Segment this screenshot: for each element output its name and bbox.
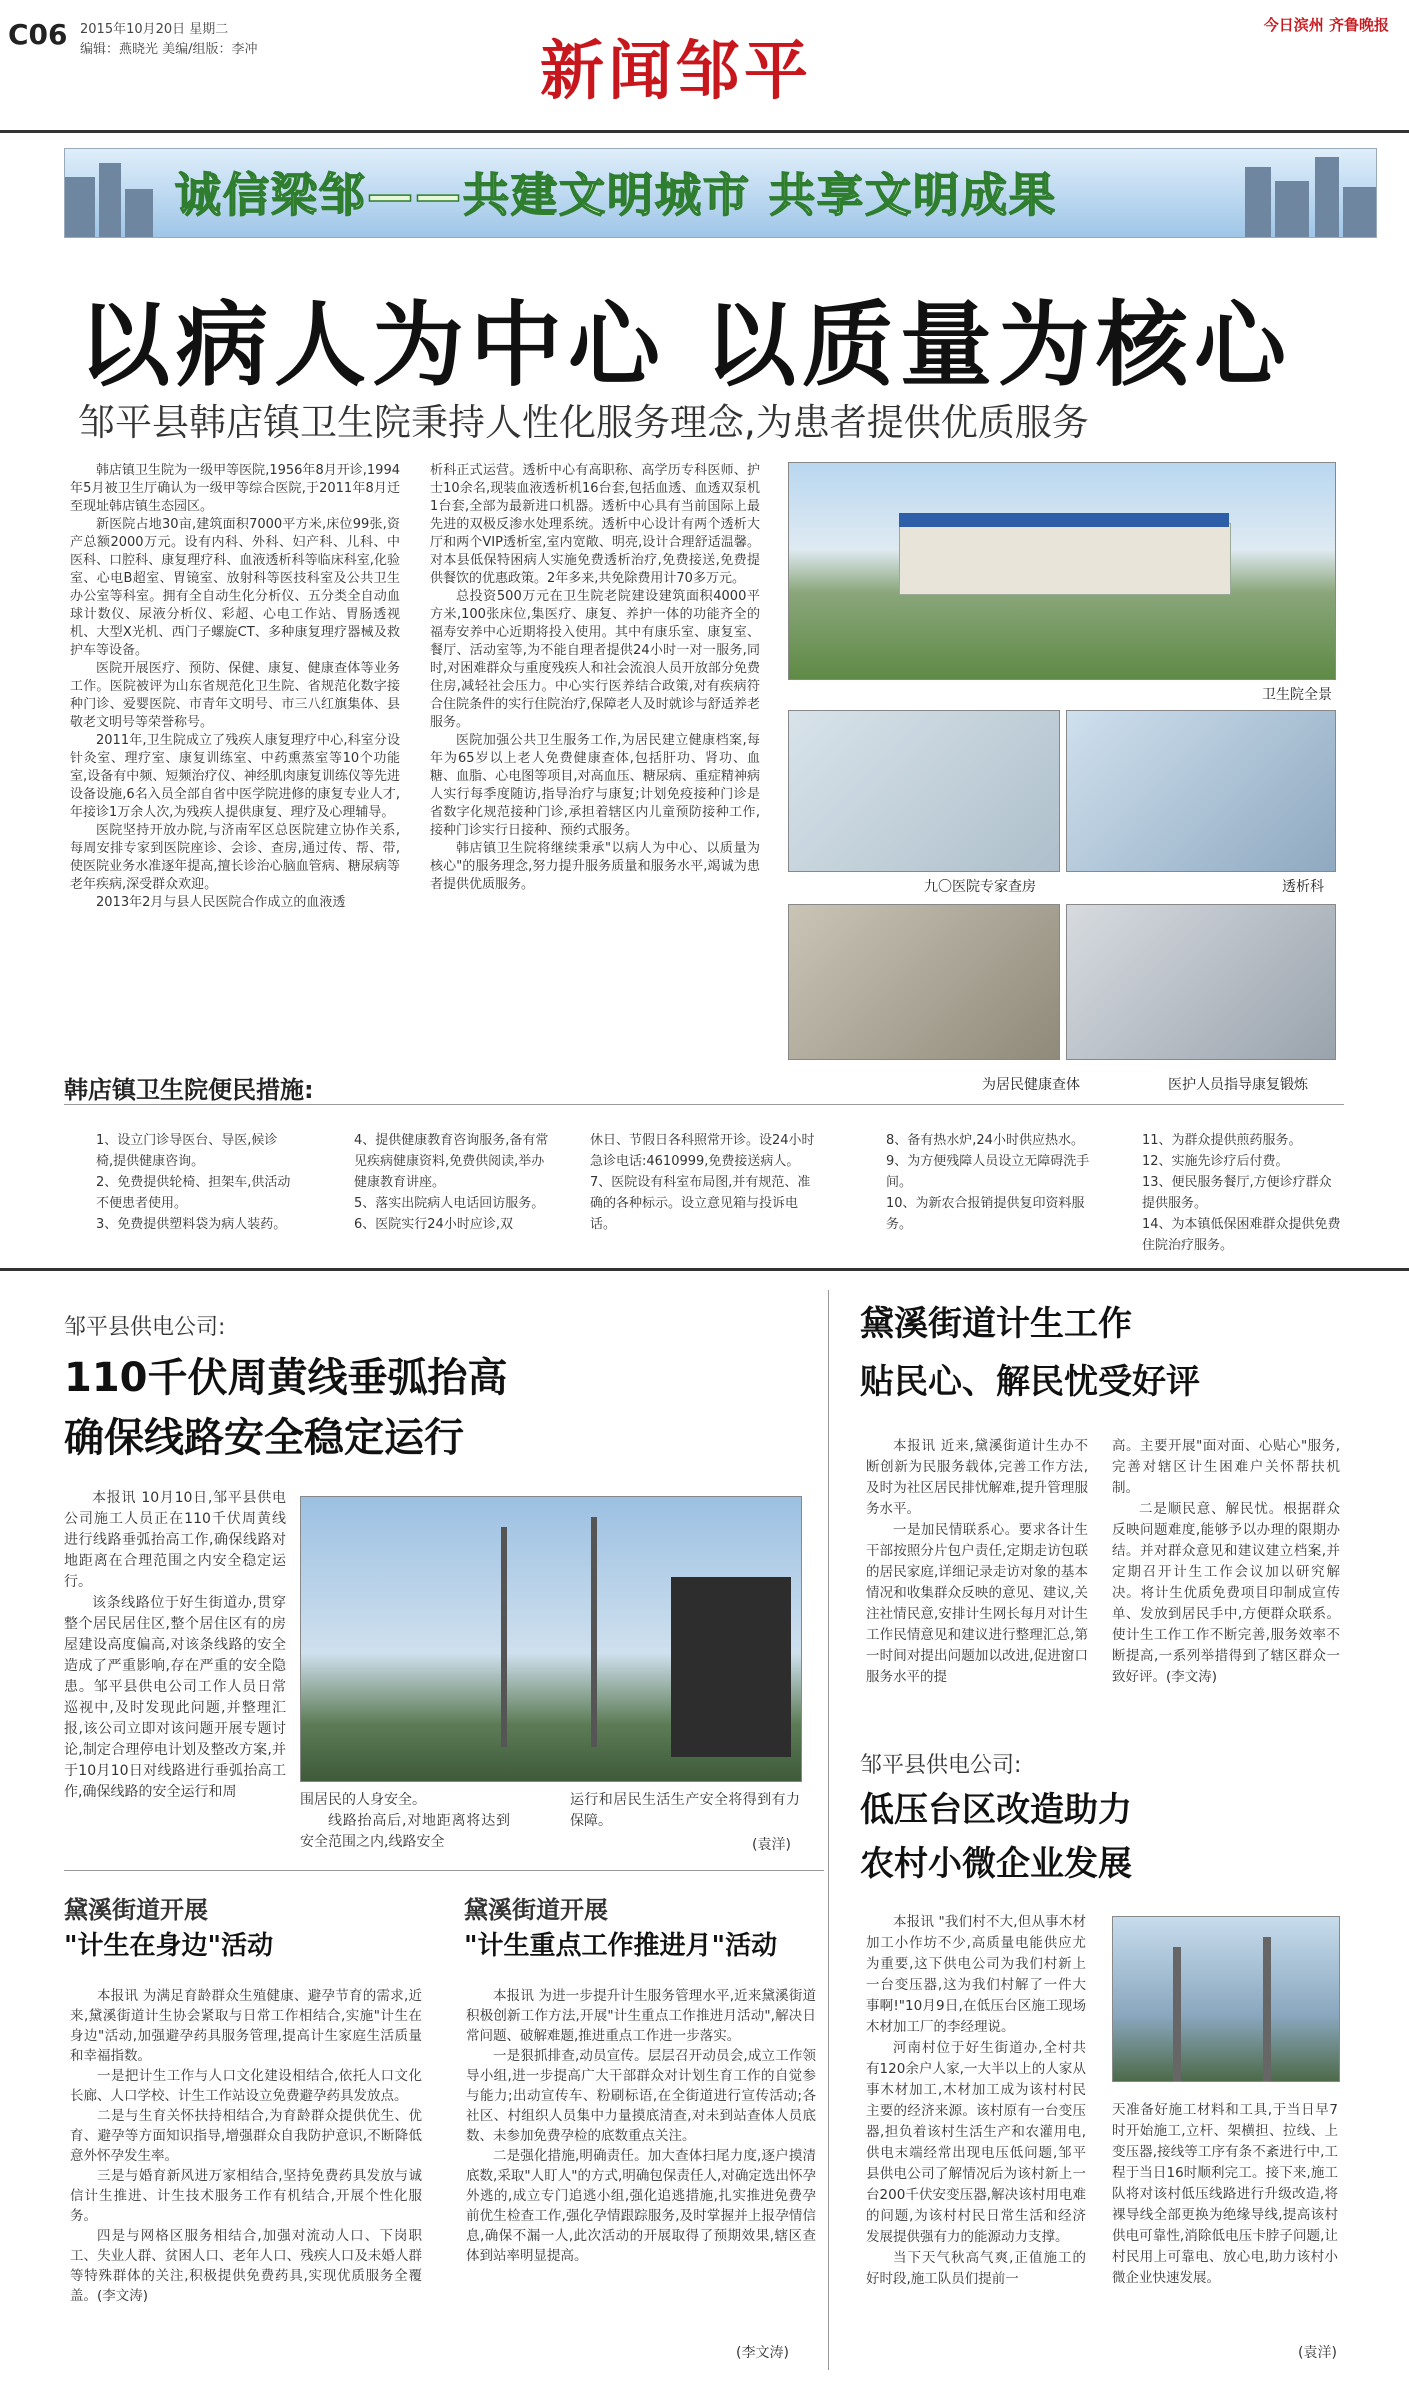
power-foot-right: 运行和居民生活生产安全将得到有力保障。: [570, 1792, 800, 1829]
measures-rule: [64, 1104, 1344, 1105]
measures-title: 韩店镇卫生院便民措施:: [64, 1076, 314, 1104]
power2-title-2: 农村小微企业发展: [860, 1844, 1132, 1884]
banner-slogan: 诚信梁邹——共建文明城市 共享文明成果: [175, 168, 1058, 222]
power-kicker: 邹平县供电公司:: [64, 1315, 226, 1340]
roof-shape: [899, 513, 1229, 527]
power2-right-text: 天准备好施工材料和工具,于当日早7时开始施工,立杆、架横担、拉线、上变压器,接线等工序有条不紊进行中,工程于当日16时顺利完工。接下来,施工队将对该村低压线路进行升级改造,将裸导线全部更换为绝缘导线,提高该村供电可靠性,消除低电压卡脖子问题,让村民用上可靠电、放心电,助力该村小微企业快速发展。: [1112, 2102, 1338, 2286]
rehab-photo: [1066, 904, 1336, 1060]
power-title-1: 110千伏周黄线垂弧抬高: [64, 1355, 508, 1401]
measures-column: 11、为群众提供煎药服务。 12、实施先诊疗后付费。 13、便民服务餐厅,方便诊疗群众提供服务。 14、为本镇低保困难群众提供免费住院治疗服务。: [1142, 1133, 1341, 1253]
lead-column-1: 韩店镇卫生院为一级甲等医院,1956年8月开诊,1994年5月被卫生厅确认为一级甲等综合医院,于2011年8月迁至现址韩店镇生态园区。 新医院占地30亩,建筑面积7000平方米,床位99张,资产总额2000万元。设有内科、外科、妇产科、儿科、中医科、口腔科、康复理疗科、血液透析科等临床科室,化验室、心电B超室、胃镜室、放射科等医技科室及公共卫生办公室等科室。拥有全自动生化分析仪、五分类全自动血球计数仪、尿液分析仪、彩超、心电工作站、胃肠透视机、大型X光机、西门子螺旋CT、多种康复理疗器械及救护车等设备。 医院开展医疗、预防、保健、康复、健康查体等业务工作。医院被评为山东省规范化卫生院、省规范化数字接种门诊、爱婴医院、市青年文明号、市三八红旗集体、县敬老文明号等荣誉称号。 2011年,卫生院成立了残疾人康复理疗中心,科室分设针灸室、理疗室、康复训练室、中药熏蒸室等10个功能室,设备有中频、短频治疗仪、神经肌肉康复训练仪等先进设备设施,6名入员全部自省中医学院进修的康复专业人才,年接诊1万余人次,为残疾人提供康复、理疗及心理辅导。 医院坚持开放办院,与济南军区总医院建立协作关系,每周安排专家到医院座诊、会诊、查房,通过传、帮、带,使医院业务水准逐年提高,擅长诊治心脑血管病、糖尿病等老年疾病,深受群众欢迎。 2013年2月与县人民医院合作成立的血液透: [70, 463, 400, 910]
jixi2-title: "计生在身边"活动: [64, 1931, 274, 1961]
dialysis-photo: [1066, 710, 1336, 872]
jixi2-kicker: 黛溪街道开展: [64, 1896, 208, 1924]
lead-headline: 以病人为中心 以质量为核心: [78, 292, 1293, 399]
measures-column: 休日、节假日各科照常开诊。设24小时急诊电话:4610999,免费接送病人。 7、医院设有科室布局图,并有规范、准确的各种标示。设立意见箱与投诉电话。: [590, 1133, 815, 1232]
photo-caption: 医护人员指导康复锻炼: [1168, 1077, 1308, 1093]
editor-line: 编辑：燕晓光 美编/组版：李冲: [80, 42, 258, 57]
photo-caption: 九〇医院专家查房: [924, 879, 1036, 895]
city-silhouette: [1343, 187, 1376, 237]
city-silhouette: [1315, 157, 1339, 237]
measures-column: 8、备有热水炉,24小时供应热水。 9、为方便残障人员设立无障碍洗手间。 10、为新农合报销提供复印资料服务。: [886, 1133, 1090, 1232]
power2-credit: (袁洋): [1298, 2345, 1337, 2361]
column-divider: [828, 1290, 829, 2370]
brand-logo: 今日滨州 齐鲁晚报: [1263, 16, 1389, 34]
pole-shape: [1173, 1947, 1181, 2081]
jixi1-title-2: 贴民心、解民忧受好评: [860, 1362, 1200, 1402]
power-credit: (袁洋): [752, 1837, 791, 1853]
power-body: 本报讯 10月10日,邹平县供电公司施工人员正在110千伏周黄线进行线路垂弧抬高工作,确保线路对地距离在合理范围之内安全稳定运行。 该条线路位于好生街道办,贯穿整个居民居住区,整个居住区有的房屋建设高度偏高,对该条线路的安全造成了严重影响,存在严重的安全隐患。邹平县供电公司工作人员日常巡视中,及时发现此问题,并整理汇报,该公司立即对该问题开展专题讨论,制定合理停电计划及整改方案,并于10月10日对线路进行垂弧抬高工作,确保线路的安全运行和周: [64, 1490, 286, 1800]
power-foot-left: 围居民的人身安全。 线路抬高后,对地距离将达到安全范围之内,线路安全: [300, 1792, 510, 1850]
power2-title-1: 低压台区改造助力: [860, 1790, 1132, 1830]
lead-subheadline: 邹平县韩店镇卫生院秉持人性化服务理念,为患者提供优质服务: [78, 401, 1089, 444]
city-silhouette: [65, 177, 95, 237]
jixi1-column-1: 本报讯 近来,黛溪街道计生办不断创新为民服务载体,完善工作方法,及时为社区居民排忧解难,提升管理服务水平。 一是加民情联系心。要求各计生干部按照分片包户责任,定期走访包联的居民家庭,详细记录走访对象的基本情况和收集群众反映的意见、建议,关注社情民意,安排计生网长每月对计生工作民情意见和建议进行整理汇总,第一时间对提出问题加以改进,促进窗口服务水平的提: [866, 1438, 1088, 1685]
pole-shape: [1263, 1937, 1271, 2081]
transformer-photo: [1112, 1916, 1340, 2082]
jixi1-column-2: 高。主要开展"面对面、心贴心"服务,完善对辖区计生困难户关怀帮扶机制。 二是顺民意、解民忧。根据群众反映问题难度,能够予以办理的限期办结。并对群众意见和建议建立档案,并定期召开计生工作会议加以研究解决。将计生优质免费项目印制成宣传单、发放到居民手中,方便群众联系。使计生工作工作不断完善,服务效率不断提高,一系列举措得到了辖区群众一致好评。(李文涛): [1112, 1438, 1340, 1685]
masthead: 新闻邹平: [540, 34, 812, 109]
jixi3-credit: (李文涛): [736, 2345, 789, 2361]
jixi2-body: 本报讯 为满足育龄群众生殖健康、避孕节育的需求,近来,黛溪街道计生协会紧取与日常工作相结合,实施"计生在身边"活动,加强避孕药具服务管理,提高计生家庭生活质量和幸福指数。 一是把计生工作与人口文化建设相结合,依托人口文化长廊、人口学校、计生工作站设立免费避孕药具发放点。 二是与生育关怀扶持相结合,为育龄群众提供优生、优育、避孕等方面知识指导,增强群众自我防护意识,不断降低意外怀孕发生率。 三是与婚育新风进万家相结合,坚持免费药具发放与诚信计生推进、计生技术服务工作有机结合,开展个性化服务。 四是与网格区服务相结合,加强对流动人口、下岗职工、失业人群、贫困人口、老年人口、残疾人口及未婚人群等特殊群体的关注,积极提供免费药具,实现优质服务全覆盖。(李文涛): [70, 1988, 422, 2304]
jixi3-title: "计生重点工作推进月"活动: [464, 1931, 778, 1961]
header-rule: [0, 130, 1409, 133]
city-silhouette: [1275, 181, 1309, 237]
photo-caption: 为居民健康查体: [982, 1077, 1080, 1093]
tower-shape: [591, 1517, 597, 1747]
city-silhouette: [1245, 167, 1271, 237]
building-shape: [671, 1577, 791, 1757]
jixi1-title-1: 黛溪街道计生工作: [860, 1304, 1132, 1344]
power2-kicker: 邹平县供电公司:: [860, 1753, 1022, 1778]
jixi3-body: 本报讯 为进一步提升计生服务管理水平,近来黛溪街道积极创新工作方法,开展"计生重点工作推进月活动",解决日常问题、破解难题,推进重点工作进一步落实。 一是狠抓排查,动员宣传。层层召开动员会,成立工作领导小组,进一步提高广大干部群众对计划生育工作的自觉参与能力;出动宣传车、粉刷标语,在全街道进行宣传活动;各社区、村组织人员集中力量摸底清查,对未到站查体人员底数、未参加免费孕检的底数重点关注。 二是强化措施,明确责任。加大查体扫尾力度,逐户摸清底数,采取"人盯人"的方式,明确包保责任人,对确定选出怀孕外逃的,成立专门追逃小组,强化追逃措施,扎实推进免费孕前优生检查工作,强化孕情跟踪服务,及时掌握并上报孕情信息,确保不漏一人,此次活动的开展取得了预期效果,辖区查体到站率明显提高。: [466, 1988, 816, 2264]
photo-caption: 透析科: [1282, 879, 1324, 895]
jixi3-kicker: 黛溪街道开展: [464, 1896, 608, 1924]
measures-column: 4、提供健康教育咨询服务,备有常见疾病健康资料,免费供阅读,举办健康教育讲座。 5、落实出院病人电话回访服务。 6、医院实行24小时应诊,双: [354, 1133, 549, 1232]
date-line: 2015年10月20日 星期二: [80, 22, 229, 37]
health-check-photo: [788, 904, 1060, 1060]
power-line-photo: [300, 1496, 802, 1782]
photo-caption: 卫生院全景: [1262, 687, 1332, 703]
section-rule: [64, 1870, 824, 1871]
power2-body: 本报讯 "我们村不大,但从事木材加工小作坊不少,高质量电能供应尤为重要,这下供电公司为我们村新上一台变压器,这为我们村解了一件大事啊!"10月9日,在低压台区施工现场木材加工厂的李经理说。 河南村位于好生街道办,全村共有120余户人家,一大半以上的人家从事木材加工,木材加工成为该村村民主要的经济来源。该村原有一台变压器,担负着该村生活生产和农灌用电,供电末端经常出现电压低问题,邹平县供电公司了解情况后为该村新上一台200千伏安变压器,解决该村用电难的问题,为该村村民日常生活和经济发展提供强有力的能源动力支撑。 当下天气秋高气爽,正值施工的好时段,施工队员们提前一: [866, 1914, 1086, 2287]
city-silhouette: [125, 189, 153, 237]
ward-round-photo: [788, 710, 1060, 872]
slogan-banner: [64, 148, 1377, 238]
tower-shape: [501, 1527, 507, 1747]
hospital-overview-photo: [788, 462, 1336, 680]
city-silhouette: [99, 163, 121, 237]
power-title-2: 确保线路安全稳定运行: [64, 1415, 464, 1461]
page-number: C06: [8, 18, 68, 51]
lead-column-2: 析科正式运营。透析中心有高职称、高学历专科医师、护士10余名,现装血液透析机16台套,包括血透、血透双泵机1台套,全部为最新进口机器。透析中心具有当前国际上最先进的双极反渗水处理系统。透析中心设计有两个透析大厅和两个VIP透析室,室内宽敞、明亮,设计合理舒适温馨。对本县低保特困病人实施免费透析治疗,免费接送,免费提供餐饮的优惠政策。2年多来,共免除费用计70多万元。 总投资500万元在卫生院老院建设建筑面积4000平方米,100张床位,集医疗、康复、养护一体的功能齐全的福寿安养中心近期将投入使用。其中有康乐室、康复室、餐厅、活动室等,为不能自理者提供24小时一对一服务,同时,对困难群众与重度残疾人和社会流浪人员开放部分免费住房,减轻社会压力。中心实行医养结合政策,对有疾病符合住院条件的实行住院治疗,保障老人及时就诊与舒适养老服务。 医院加强公共卫生服务工作,为居民建立健康档案,每年为65岁以上老人免费健康查体,包括肝功、肾功、血糖、血脂、心电图等项目,对高血压、糖尿病、重症精神病人实行每季度随访,指导治疗与康复;计划免疫接种门诊是省数字化规范接种门诊,承担着辖区内儿童预防接种工作,接种门诊实行日接种、预约式服务。 韩店镇卫生院将继续秉承"以病人为中心、以质量为核心"的服务理念,努力提升服务质量和服务水平,竭诚为患者提供优质服务。: [430, 463, 760, 892]
section-rule: [0, 1268, 1409, 1271]
building-shape: [899, 523, 1231, 595]
measures-column: 1、设立门诊导医台、导医,候诊椅,提供健康咨询。 2、免费提供轮椅、担架车,供活动不便患者使用。 3、免费提供塑料袋为病人装药。: [96, 1133, 291, 1232]
